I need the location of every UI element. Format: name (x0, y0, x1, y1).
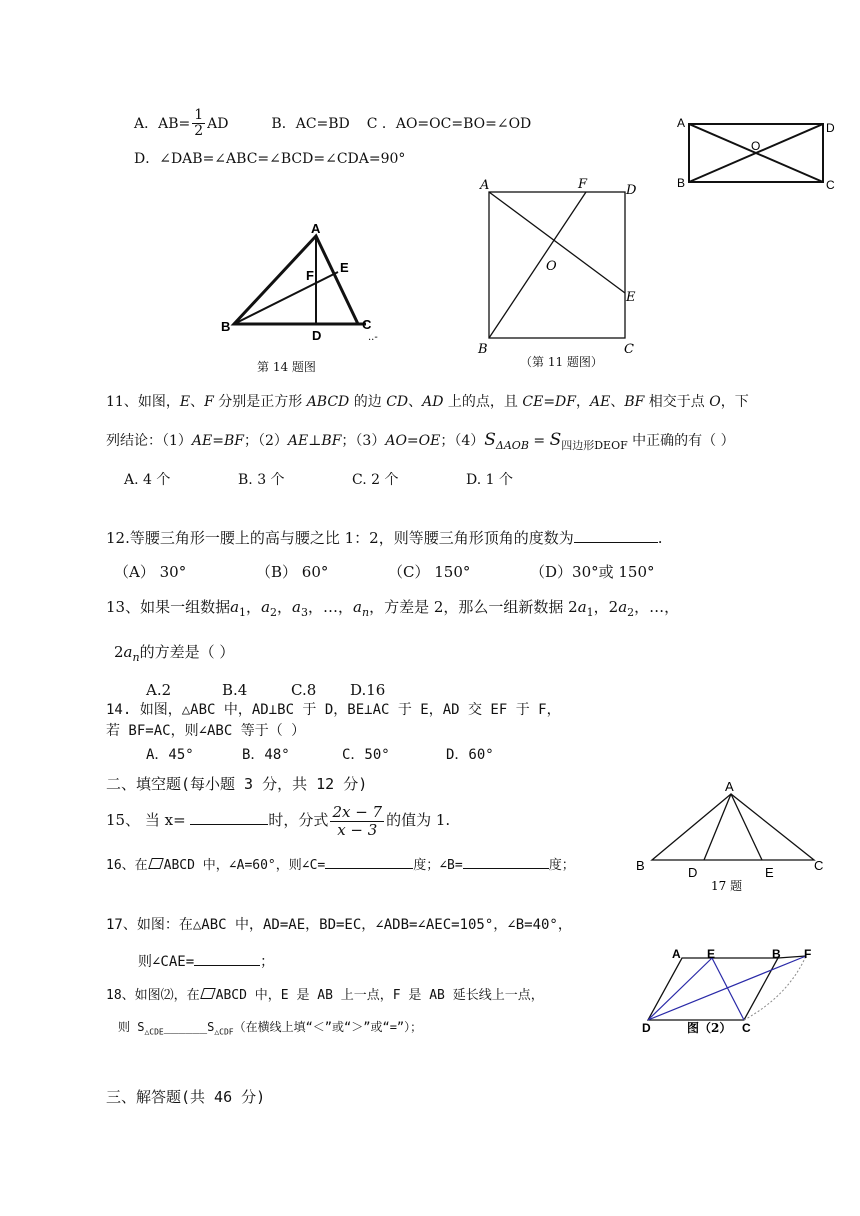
q16-blank-b[interactable] (463, 854, 549, 869)
q12-options (114, 563, 655, 581)
q10-option-c: C ．AO=OC=BO=∠OD (366, 115, 532, 132)
q18-label-b: B (772, 947, 781, 961)
q14-label-a: A (311, 221, 321, 236)
q11-var: AE=BF (191, 433, 244, 449)
q16-text: 16、在 (106, 858, 148, 873)
q11-text: ，下 (720, 394, 749, 410)
q15-numerator: 2x − 7 (332, 803, 383, 821)
q11-text: ；（3） (341, 433, 386, 449)
q17-text: ； (260, 954, 275, 970)
q13-var: a (261, 598, 271, 616)
q12-option-b: （B） 60° (256, 563, 329, 581)
q14-options (146, 747, 494, 764)
q13-text: 2 (568, 598, 578, 616)
segment-ad (704, 794, 731, 860)
q18-text: ABCD 中，E 是 AB 上一点，F 是 AB 延长线上一点， (215, 988, 544, 1003)
section-3-heading: 三、解答题(共 46 分) (106, 1088, 266, 1106)
q11-option-b: B. 3 个 (238, 472, 285, 488)
q11-label-b: B (478, 342, 488, 357)
q11-var: ABCD (306, 394, 350, 410)
q16-text: 度； (548, 858, 575, 873)
q11-var: AE (590, 394, 611, 410)
rect-label-b: B (677, 176, 686, 190)
q10-option-a-prefix: A．AB= (134, 115, 191, 132)
q13-subscript: 2 (627, 606, 635, 619)
q10-option-d: D．∠DAB=∠ABC=∠BCD=∠CDA=90° (134, 151, 406, 167)
triangle-abc (234, 236, 358, 324)
q17-label-e: E (765, 865, 774, 880)
q11-var: CE=DF (522, 394, 576, 410)
q18-subscript: △CDF (214, 1027, 234, 1037)
q18-text: 18、如图⑵，在 (106, 988, 200, 1003)
q11-option-a: A. 4 个 (124, 472, 171, 488)
q13-text: ，方差是 2，那么一组新数据 (369, 598, 569, 616)
q13-options (146, 681, 385, 699)
q17-text: 则∠CAE= (138, 954, 195, 970)
q14-label-c: C (362, 317, 372, 332)
q16-blank-c[interactable] (325, 854, 413, 869)
q13-text: …， (323, 598, 354, 616)
q11-line2 (106, 430, 735, 452)
q11-text: = (528, 433, 550, 449)
q18-line2 (118, 1020, 422, 1037)
q11-option-d: D. 1 个 (466, 472, 513, 488)
q14-line2: 若 BF=AC，则∠ABC 等于（ ） (106, 723, 306, 739)
segment-ae (489, 192, 625, 293)
q11-var: BF (624, 394, 645, 410)
q17-line1: 17、如图：在△ABC 中，AD=AE，BD=EC，∠ADB=∠AEC=105°，∠B=40°， (106, 917, 572, 933)
q15-question (106, 804, 450, 838)
q13-text: 2 (114, 643, 124, 661)
section-2-heading: 二、填空题(每小题 3 分，共 12 分) (106, 775, 368, 793)
q17-caption: 17 题 (711, 879, 743, 893)
q16-text: 度；∠B= (413, 858, 463, 873)
q16-text: ABCD 中，∠A=60°，则∠C= (163, 858, 326, 873)
q18-subscript: △CDE (144, 1027, 164, 1037)
q13-var: a (292, 598, 301, 616)
q13-text: 的方差是（ ） (139, 643, 235, 661)
segment-bf (489, 192, 586, 338)
q18-label-d: D (642, 1021, 651, 1035)
q18-caption: 图（2） (687, 1021, 732, 1035)
q14-label-e: E (340, 260, 349, 275)
q10-options-line1 (134, 108, 531, 140)
q11-label-e: E (626, 290, 636, 305)
q13-text: ， (246, 598, 262, 616)
q11-area-symbol: S (549, 430, 562, 450)
q11-label-f: F (578, 177, 588, 192)
q14-triangle-figure (216, 220, 386, 345)
q13-text: ，…， (634, 598, 680, 616)
q11-var: AE⊥BF (287, 433, 342, 449)
q11-label-d: D (626, 183, 637, 198)
q12-text: 12.等腰三角形一腰上的高与腰之比 1：2，则等腰三角形顶角的度数为 (106, 529, 574, 547)
q13-var: a (123, 643, 133, 661)
segment-ce (712, 958, 744, 1020)
q18-answer-blank[interactable]: ______ (163, 1020, 208, 1034)
q10-option-a-suffix: AD (207, 115, 229, 132)
q10-option-b: B．AC=BD (271, 115, 350, 132)
q18-label-f: F (804, 947, 812, 961)
q13-text: 13、如果一组数据 (106, 598, 231, 616)
q12-answer-blank[interactable] (574, 528, 658, 543)
q11-var: F (204, 394, 214, 410)
q11-square-figure (474, 176, 644, 358)
q11-label-o: O (546, 259, 557, 274)
q18-text: S (207, 1020, 215, 1034)
fraction-one-half (192, 108, 205, 140)
q11-var: AO=OE (385, 433, 441, 449)
rect-label-c: C (826, 178, 835, 192)
q14-option-c: C．50° (342, 747, 390, 763)
q18-text: 则 S (118, 1020, 145, 1034)
q18-label-a: A (672, 947, 681, 961)
q11-subscript: ΔAOB (495, 438, 529, 452)
q11-text: 上的点，且 (443, 394, 523, 410)
q11-text: 列结论：（1） (106, 433, 192, 449)
square-abcd (489, 192, 625, 338)
q14-label-f: F (306, 268, 314, 283)
q11-line1 (106, 394, 749, 411)
q12-option-a: （A） 30° (114, 563, 187, 581)
q15-fraction (330, 804, 384, 838)
q11-var: E (179, 394, 191, 410)
q11-text: 中正确的有（ ） (627, 433, 735, 449)
segment-be (234, 272, 338, 324)
q14-option-a: A．45° (146, 747, 194, 763)
q11-text: 分别是正方形 (213, 394, 307, 410)
q13-option-b: B.4 (222, 681, 248, 699)
q15-text: 时，分式 (268, 811, 329, 829)
q11-var: O (709, 394, 721, 410)
q15-answer-blank[interactable] (190, 810, 268, 825)
q15-text: 15、 当 x= (106, 811, 191, 829)
q13-text: 2 (608, 598, 619, 616)
q13-text: ， (277, 598, 293, 616)
q13-text: ， (307, 598, 323, 616)
q14-figure-caption: 第 14 题图 (257, 360, 316, 374)
q11-figure-caption: （第 11 题图） (520, 355, 603, 369)
rect-label-d: D (826, 121, 835, 135)
q12-question (106, 528, 663, 547)
segment-cf-dotted (744, 956, 806, 1020)
q18-label-c: C (742, 1021, 751, 1035)
fraction-denominator: 2 (194, 123, 204, 140)
parallelogram-icon (200, 988, 216, 999)
q12-end: . (657, 529, 663, 547)
q13-line1 (106, 598, 679, 619)
q14-label-d: D (312, 328, 322, 343)
q17-answer-blank[interactable] (194, 951, 260, 966)
q13-option-a: A.2 (146, 681, 172, 699)
q11-text: 的边 (349, 394, 387, 410)
fraction-numerator: 1 (194, 107, 204, 123)
rect-label-o: O (751, 139, 761, 153)
q11-label-c: C (624, 342, 634, 357)
q11-area-symbol: S (484, 430, 496, 450)
q16-question (106, 854, 575, 874)
q18-parallelogram-figure (638, 946, 818, 1038)
q17-label-d: D (688, 865, 698, 880)
q13-subscript: 2 (270, 606, 278, 619)
q17-line2 (138, 951, 274, 971)
segment-de (648, 958, 712, 1020)
q15-text: 的值为 1. (386, 811, 451, 829)
q13-var: a (230, 598, 240, 616)
rect-label-a: A (677, 116, 686, 130)
q13-subscript: 1 (586, 606, 594, 619)
q13-line2 (114, 643, 234, 664)
q11-text: 、 (408, 394, 423, 410)
q13-subscript: 1 (239, 606, 247, 619)
rectangle-diagonals-figure (676, 112, 836, 194)
q11-text: 相交于点 (644, 394, 710, 410)
q11-text: ；（2） (243, 433, 288, 449)
q11-option-c: C. 2 个 (352, 472, 399, 488)
q17-triangle-figure (632, 778, 832, 898)
parallelogram-icon (148, 858, 164, 869)
q13-subscript: 3 (300, 606, 308, 619)
q12-option-c: （C） 150° (388, 563, 471, 581)
triangle-abc (652, 794, 814, 860)
segment-ae (731, 794, 762, 860)
q13-option-d: D.16 (350, 681, 386, 699)
q12-option-d: （D）30°或 150° (530, 563, 655, 581)
q13-option-c: C.8 (291, 681, 317, 699)
q11-text: ， (576, 394, 590, 410)
q11-subscript: 四边形DEOF (561, 438, 628, 452)
q14-tick-mark: ..- (368, 332, 378, 343)
q11-text: ；（4） (440, 433, 485, 449)
q13-subscript: n (132, 651, 140, 664)
q11-text: 11、如图， (106, 394, 180, 410)
q15-denominator: x − 3 (337, 820, 378, 839)
q17-label-a: A (725, 779, 734, 794)
q11-text: 、 (190, 394, 205, 410)
q18-label-e: E (707, 947, 716, 961)
q18-line1 (106, 988, 544, 1004)
q13-var: a (618, 598, 628, 616)
q11-options (124, 472, 513, 489)
q14-option-b: B．48° (242, 747, 290, 763)
q13-var: a (577, 598, 587, 616)
q13-subscript: n (361, 606, 370, 619)
q14-line1: 14. 如图，△ABC 中，AD⊥BC 于 D，BE⊥AC 于 E，AD 交 EF 于 F， (106, 702, 561, 718)
q11-var: AD (422, 394, 444, 410)
segment-df (648, 956, 806, 1020)
q14-option-d: D．60° (446, 747, 494, 763)
q13-text: ， (593, 598, 609, 616)
q11-text: 、 (610, 394, 625, 410)
q11-label-a: A (480, 178, 490, 193)
q14-label-b: B (221, 319, 231, 334)
q17-label-c: C (814, 858, 824, 873)
q13-var: a (353, 598, 362, 616)
q11-var: CD (386, 394, 409, 410)
q17-label-b: B (636, 858, 645, 873)
q18-text: （在横线上填“＜”或“＞”或“=”）； (233, 1020, 423, 1034)
